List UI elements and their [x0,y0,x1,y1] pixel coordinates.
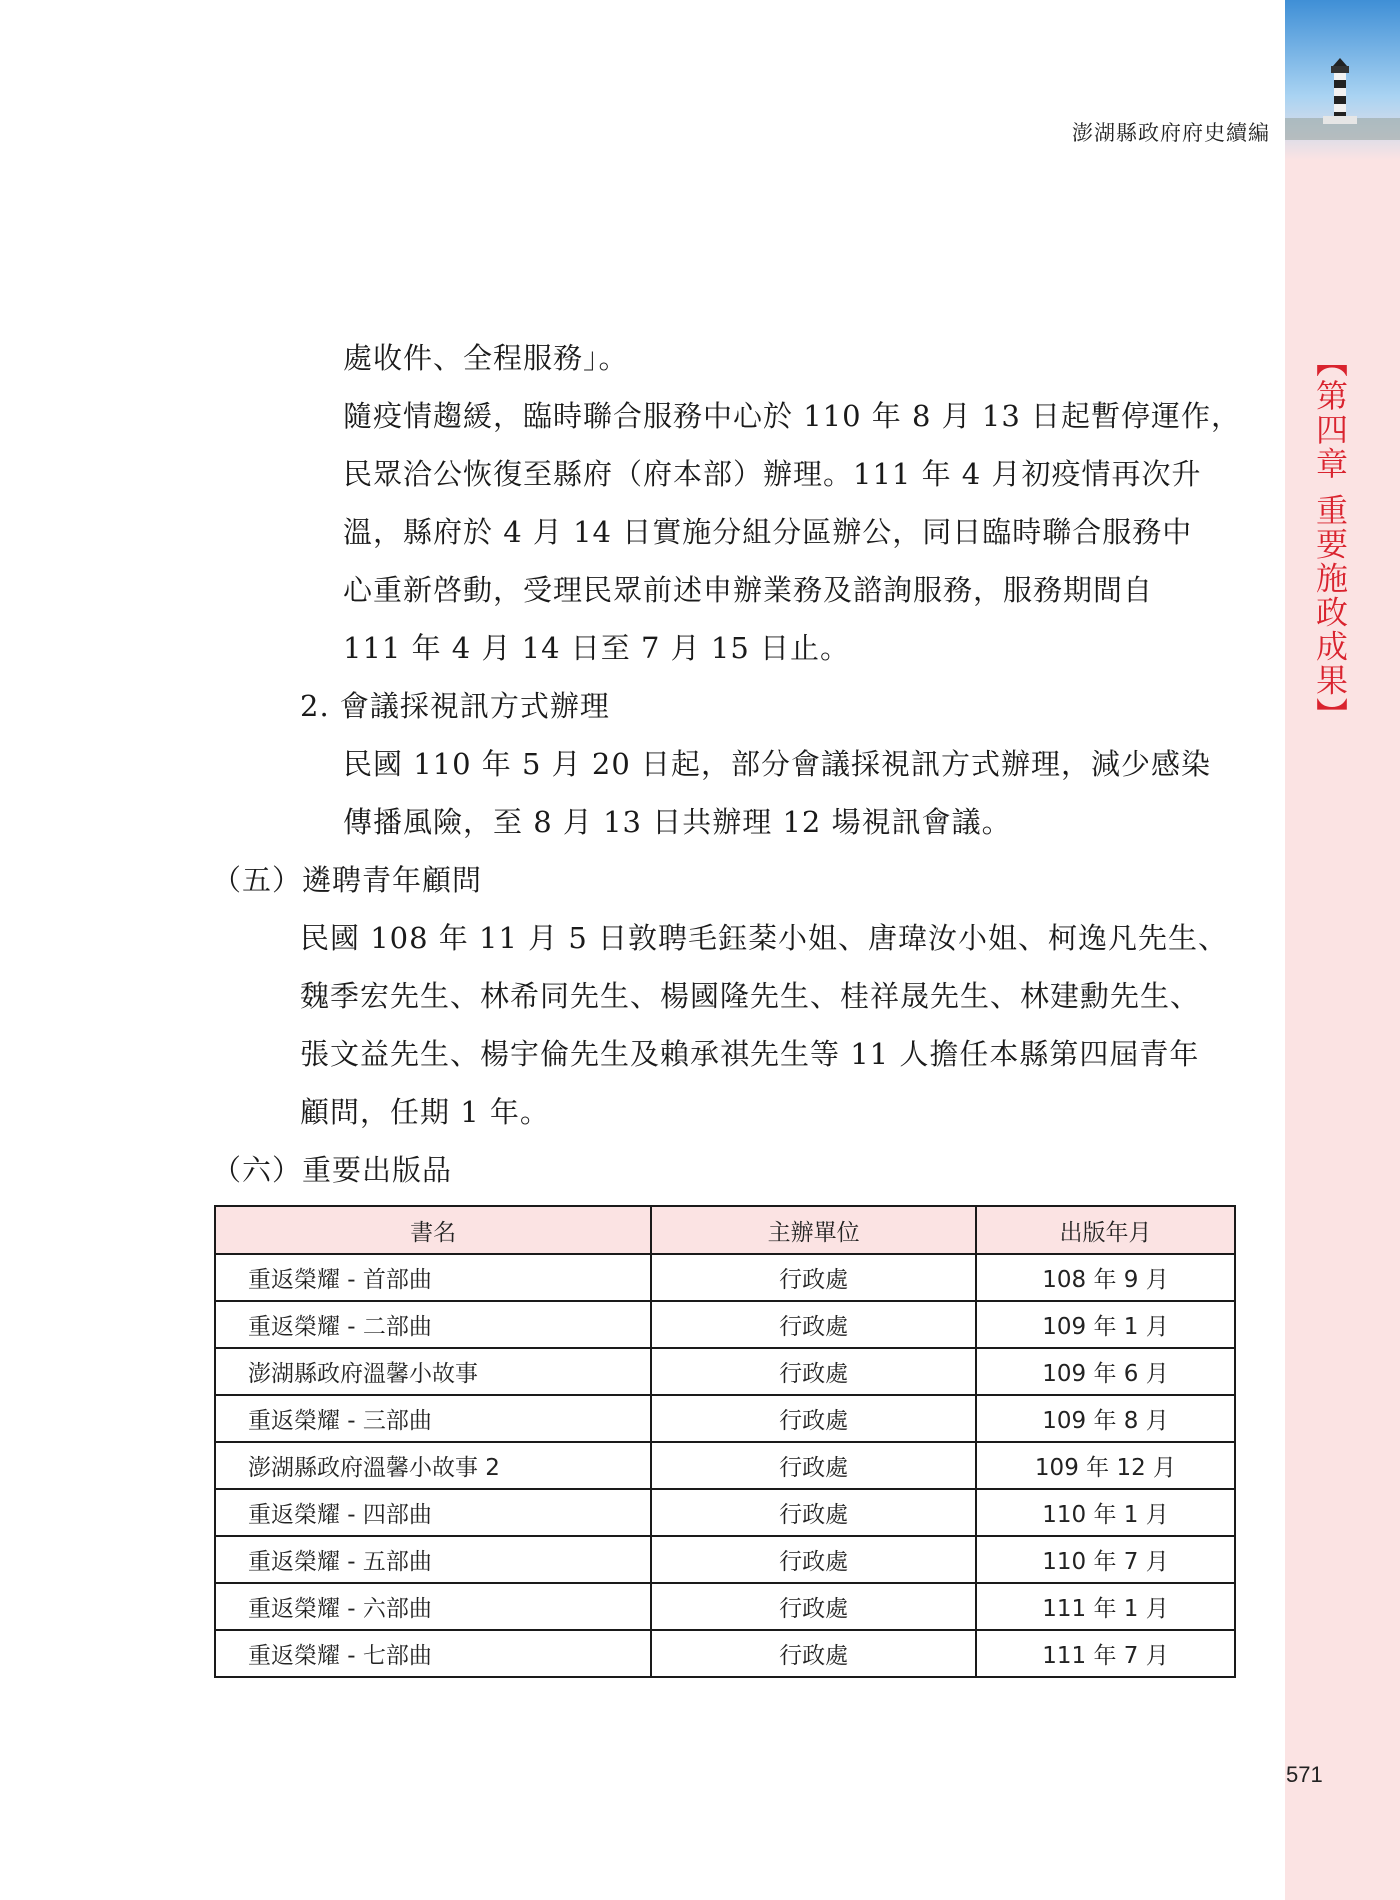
cell-title: 重返榮耀 - 六部曲 [215,1583,651,1630]
chapter-sidebar [1285,0,1400,1900]
section-heading: （六）重要出版品 [212,1153,453,1187]
table-row [215,1583,1235,1630]
paragraph-line: 顧問，任期 1 年。 [300,1095,550,1129]
table-row [215,1395,1235,1442]
cell-organizer: 行政處 [651,1348,976,1395]
paragraph-line: 心重新啓動，受理民眾前述申辦業務及諮詢服務，服務期間自 [343,573,1154,607]
cell-date: 109 年 8 月 [976,1395,1235,1442]
table-row [215,1442,1235,1489]
table-row [215,1489,1235,1536]
cell-title: 重返榮耀 - 三部曲 [215,1395,651,1442]
cell-title: 重返榮耀 - 二部曲 [215,1301,651,1348]
cell-date: 109 年 12 月 [976,1442,1235,1489]
paragraph-line: 溫，縣府於 4 月 14 日實施分組分區辦公，同日臨時聯合服務中 [343,515,1193,549]
chapter-label: 【第四章 重要施政成果】 [1311,345,1349,732]
cell-organizer: 行政處 [651,1536,976,1583]
paragraph-line: 111 年 4 月 14 日至 7 月 15 日止。 [343,631,851,665]
column-header-organizer: 主辦單位 [651,1206,976,1254]
cell-organizer: 行政處 [651,1301,976,1348]
publications-table [214,1205,1236,1678]
section-heading: （五）遴聘青年顧問 [212,863,483,897]
cell-title: 澎湖縣政府溫馨小故事 [215,1348,651,1395]
table-row [215,1536,1235,1583]
cell-title: 重返榮耀 - 首部曲 [215,1254,651,1301]
cell-date: 111 年 1 月 [976,1583,1235,1630]
cell-date: 109 年 1 月 [976,1301,1235,1348]
table-header-row [215,1206,1235,1254]
paragraph-line: 傳播風險，至 8 月 13 日共辦理 12 場視訊會議。 [343,805,1012,839]
cell-date: 110 年 1 月 [976,1489,1235,1536]
cell-organizer: 行政處 [651,1395,976,1442]
cell-organizer: 行政處 [651,1442,976,1489]
page-number: 571 [1286,1762,1323,1787]
cell-organizer: 行政處 [651,1254,976,1301]
paragraph-line: 處收件、全程服務」。 [343,341,629,375]
column-header-title: 書名 [215,1206,651,1254]
paragraph-line: 張文益先生、楊宇倫先生及賴承祺先生等 11 人擔任本縣第四屆青年 [300,1037,1200,1071]
table-row [215,1630,1235,1677]
table-row [215,1301,1235,1348]
paragraph-line: 民國 110 年 5 月 20 日起，部分會議採視訊方式辦理，減少感染 [343,747,1212,781]
cell-title: 澎湖縣政府溫馨小故事 2 [215,1442,651,1489]
paragraph-line: 民國 108 年 11 月 5 日敦聘毛鈺棻小姐、唐瑋汝小姐、柯逸凡先生、 [300,921,1229,955]
cell-organizer: 行政處 [651,1583,976,1630]
paragraph-line: 民眾洽公恢復至縣府（府本部）辦理。111 年 4 月初疫情再次升 [343,457,1202,491]
paragraph-line: 魏季宏先生、林希同先生、楊國隆先生、桂祥晟先生、林建勳先生、 [300,979,1201,1013]
lighthouse-photo [1285,0,1400,160]
table-row [215,1348,1235,1395]
cell-date: 111 年 7 月 [976,1630,1235,1677]
cell-organizer: 行政處 [651,1630,976,1677]
cell-date: 110 年 7 月 [976,1536,1235,1583]
cell-title: 重返榮耀 - 四部曲 [215,1489,651,1536]
cell-title: 重返榮耀 - 七部曲 [215,1630,651,1677]
cell-organizer: 行政處 [651,1489,976,1536]
cell-date: 108 年 9 月 [976,1254,1235,1301]
subsection-heading: 2. 會議採視訊方式辦理 [300,689,610,723]
running-header: 澎湖縣政府府史續編 [1072,121,1270,145]
table-row [215,1254,1235,1301]
column-header-date: 出版年月 [976,1206,1235,1254]
cell-date: 109 年 6 月 [976,1348,1235,1395]
paragraph-line: 隨疫情趨緩，臨時聯合服務中心於 110 年 8 月 13 日起暫停運作， [343,399,1242,433]
cell-title: 重返榮耀 - 五部曲 [215,1536,651,1583]
